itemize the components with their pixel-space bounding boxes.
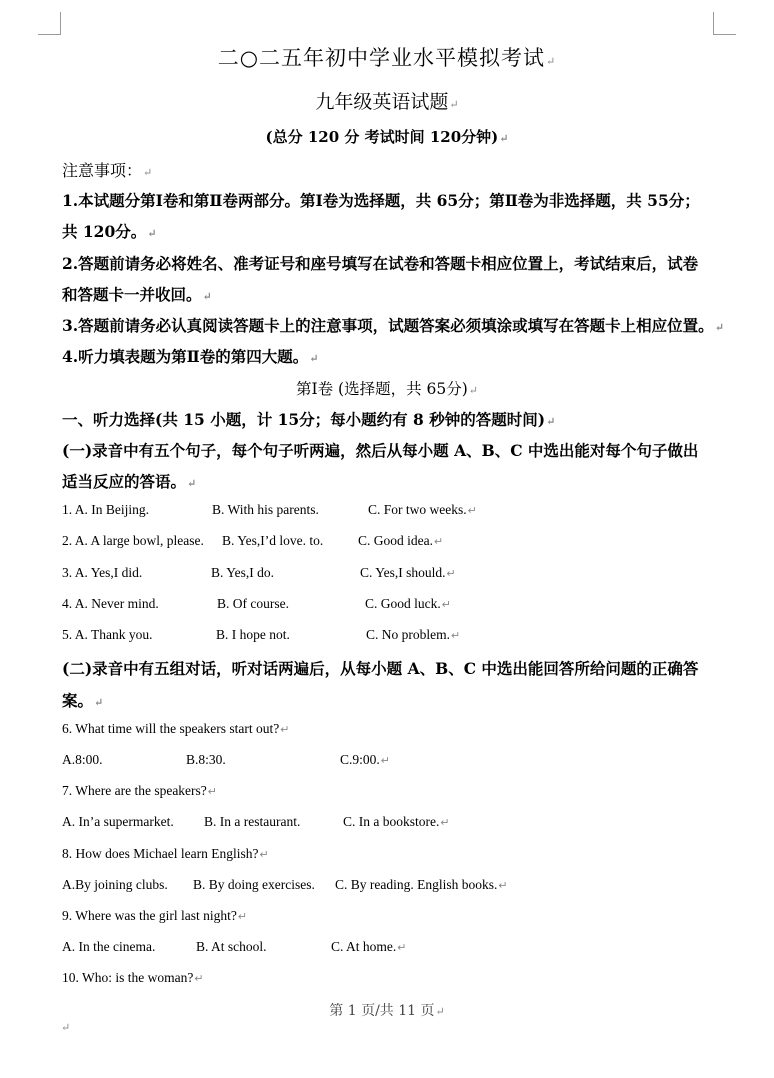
q4-option-b: B. Of course. [217,596,289,611]
paragraph-mark-icon: ↵ [280,724,290,736]
q8-option-b: B. By doing exercises. [193,877,315,892]
paragraph-mark-icon: ↵ [143,166,153,179]
paragraph-mark-icon: ↵ [187,477,197,490]
q7-option-b: B. In a restaurant. [204,814,301,829]
sub-2-line-1: (二)录音中有五组对话，听对话两遍后，从每小题 A、B、C 中选出能回答所给问题的正确答 [62,659,699,678]
part-1-title: 第Ⅰ卷 (选择题，共 65分)↵ [295,380,478,398]
note-1-line-2: 共 120分。↵ [62,222,157,241]
q9-option-a: A. In the cinema. [62,939,156,954]
paragraph-mark-icon: ↵ [94,696,104,709]
paragraph-mark-icon: ↵ [397,942,407,954]
section-1-title: 一、听力选择(共 15 小题，计 15分；每小题约有 8 秒钟的答题时间)↵ [62,410,556,429]
page-corner-mark-left [38,12,61,35]
trailing-paragraph-mark [60,1016,70,1035]
q2-option-a: 2. A. A large bowl, please. [62,533,204,548]
q6-option-a: A.8:00. [62,752,103,767]
question-6-stem: 6. What time will the speakers start out?↵ [62,721,290,736]
q6-option-c: C.9:00.↵ [340,752,390,767]
paragraph-mark-icon: ↵ [194,973,204,985]
q8-option-c: C. By reading. English books.↵ [335,877,508,892]
paragraph-mark-icon: ↵ [259,849,269,861]
paragraph-mark-icon: ↵ [714,321,724,334]
paragraph-mark-icon: ↵ [309,352,319,365]
paragraph-mark-icon: ↵ [207,786,218,798]
question-7-stem: 7. Where are the speakers?↵ [62,783,218,798]
paragraph-mark-icon: ↵ [380,755,390,767]
sub-1-line-1: (一)录音中有五个句子，每个句子听两遍，然后从每小题 A、B、C 中选出能对每个句子做出 [62,441,699,460]
page-corner-mark-right [713,12,736,35]
note-2-line-2: 和答题卡一并收回。↵ [62,285,212,304]
note-2-line-1: 2.答题前请务必将姓名、准考证号和座号填写在试卷和答题卡相应位置上，考试结束后，试卷 [62,254,699,273]
paragraph-mark-icon: ↵ [440,817,450,829]
paragraph-mark-icon: ↵ [434,536,444,548]
q9-option-c: C. At home.↵ [331,939,407,954]
q5-option-b: B. I hope not. [216,627,290,642]
q2-option-b: B. Yes,I’d love. to. [222,533,324,548]
q4-option-c: C. Good luck.↵ [365,596,451,611]
paragraph-mark-icon: ↵ [499,132,509,145]
q3-option-c: C. Yes,I should.↵ [360,565,456,580]
paragraph-mark-icon: ↵ [202,290,212,303]
sub-1-line-2: 适当反应的答语。↵ [62,472,197,491]
paragraph-mark-icon: ↵ [498,880,508,892]
q5-option-a: 5. A. Thank you. [62,627,153,642]
q3-option-a: 3. A. Yes,I did. [62,565,143,580]
exam-subtitle: 九年级英语试题↵ [315,91,459,113]
note-3: 3.答题前请务必认真阅读答题卡上的注意事项，试题答案必须填涂或填写在答题卡上相应位置。↵ [62,316,724,335]
page-footer: 第 1 页/共 11 页↵ [329,1003,445,1019]
question-8-stem: 8. How does Michael learn English?↵ [62,846,269,861]
q6-option-b: B.8:30. [186,752,226,767]
q5-option-c: C. No problem.↵ [366,627,461,642]
q8-option-a: A.By joining clubs. [62,877,168,892]
q9-option-b: B. At school. [196,939,267,954]
q1-option-a: 1. A. In Beijing. [62,502,149,517]
note-1-line-1: 1.本试题分第Ⅰ卷和第Ⅱ卷两部分。第Ⅰ卷为选择题，共 65分；第Ⅱ卷为非选择题，共 55分； [62,191,700,210]
q1-option-b: B. With his parents. [212,502,319,517]
note-4: 4.听力填表题为第Ⅱ卷的第四大题。↵ [62,347,319,366]
paragraph-mark-icon: ↵ [441,599,451,611]
paragraph-mark-icon: ↵ [449,98,459,111]
q1-option-c: C. For two weeks.↵ [368,502,477,517]
q4-option-a: 4. A. Never mind. [62,596,159,611]
paragraph-mark-icon: ↵ [468,384,478,397]
paragraph-mark-icon: ↵ [435,1005,445,1018]
q2-option-c: C. Good idea.↵ [358,533,444,548]
exam-title: 二○二五年初中学业水平模拟考试↵ [217,46,557,70]
paragraph-mark-icon: ↵ [446,568,456,580]
q3-option-b: B. Yes,I do. [211,565,275,580]
paragraph-mark-icon: ↵ [61,1021,71,1034]
question-10-stem: 10. Who: is the woman?↵ [62,970,204,985]
paragraph-mark-icon: ↵ [451,630,461,642]
paragraph-mark-icon: ↵ [237,911,248,923]
q7-option-c: C. In a bookstore.↵ [343,814,450,829]
q7-option-a: A. In’a supermarket. [62,814,174,829]
exam-info: (总分 120 分 考试时间 120分钟)↵ [265,128,509,146]
sub-2-line-2: 案。↵ [62,691,104,710]
paragraph-mark-icon: ↵ [546,55,557,68]
paragraph-mark-icon: ↵ [147,227,157,240]
paragraph-mark-icon: ↵ [546,415,556,428]
question-9-stem: 9. Where was the girl last night?↵ [62,908,248,923]
paragraph-mark-icon: ↵ [467,505,477,517]
notes-heading: 注意事项：↵ [62,161,153,180]
